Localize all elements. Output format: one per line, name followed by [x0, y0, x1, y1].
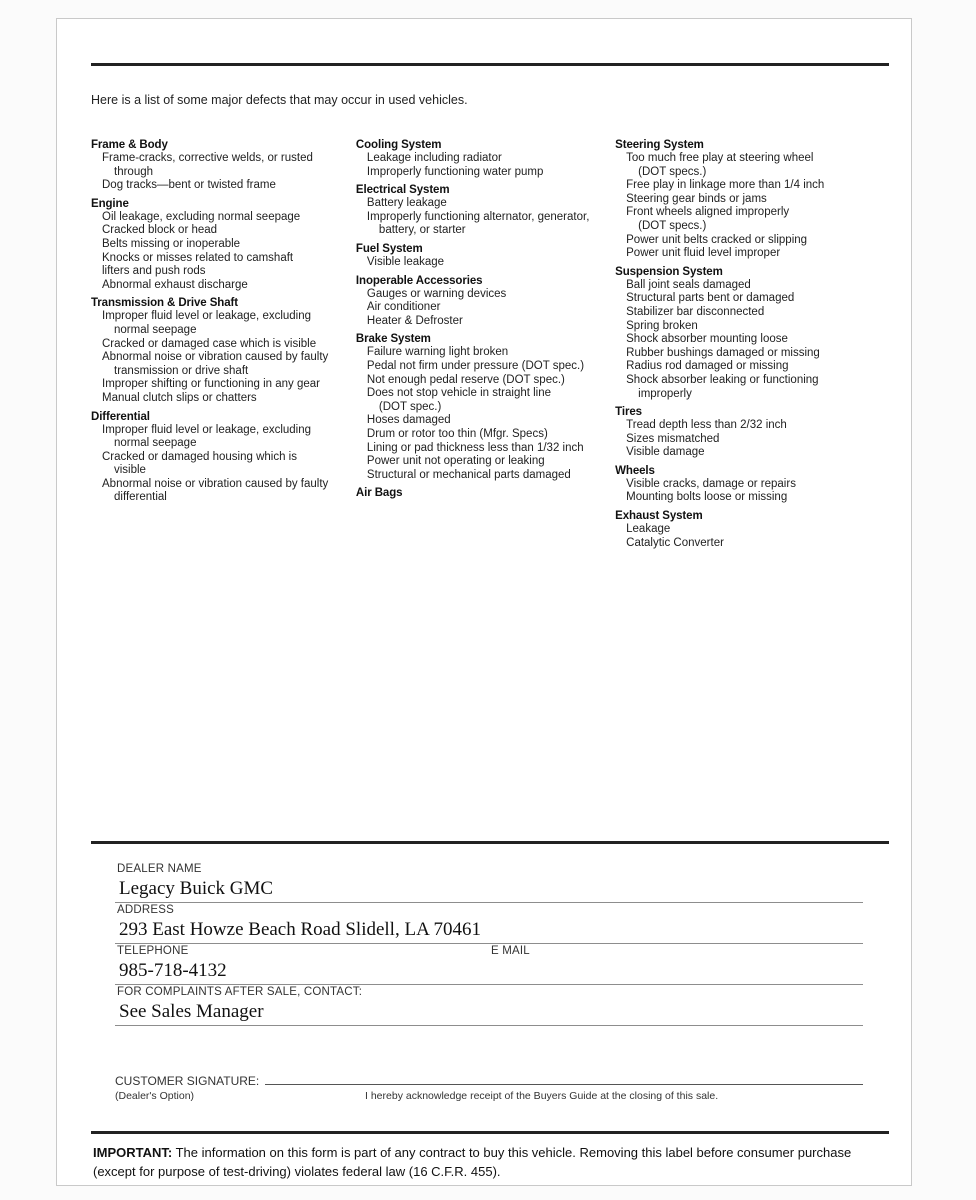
- defect-item: [356, 166, 605, 180]
- defect-group-title: Differential: [91, 410, 150, 423]
- dealer-name-label: DEALER NAME: [117, 863, 202, 875]
- defect-item-text: Stabilizer bar disconnected: [626, 305, 765, 318]
- defect-item-text: Cracked or damaged housing which is: [102, 450, 297, 463]
- defect-item-text: Visible leakage: [366, 255, 445, 268]
- defect-group-title: Steering System: [615, 139, 704, 151]
- defect-list: [356, 152, 605, 179]
- defect-item-text: Hoses damaged: [366, 414, 451, 427]
- defect-item-text: Frame-cracks, corrective welds, or rusted: [102, 152, 313, 164]
- important-heading: IMPORTANT:: [93, 1145, 173, 1160]
- defect-list: [356, 346, 605, 482]
- defect-item: [91, 179, 346, 193]
- defect-item: [615, 478, 891, 492]
- defect-item-text: Steering gear binds or jams: [626, 192, 767, 205]
- defect-group: [615, 465, 891, 505]
- defect-item: [615, 374, 891, 401]
- defect-item-text: Power unit fluid level improper: [626, 247, 781, 260]
- defect-item-text: Leakage including radiator: [366, 152, 502, 164]
- defect-group-title: Electrical System: [355, 184, 450, 197]
- defect-item-text: Drum or rotor too thin (Mfgr. Specs): [366, 427, 548, 440]
- important-text: The information on this form is part of any contract to buy this vehicle. Removing this label before consumer purchase (except for purpose of test-driving) violates federal law (16 C.F.R. 455).: [93, 1145, 852, 1179]
- defect-list: [356, 256, 605, 270]
- dealer-telephone-label: TELEPHONE: [117, 945, 189, 957]
- defect-list: [615, 279, 891, 401]
- defect-group-title: Inoperable Accessories: [355, 274, 483, 287]
- important-notice: [93, 1143, 881, 1181]
- defect-item: [91, 211, 346, 225]
- defect-item: [615, 419, 891, 433]
- defect-item: [615, 320, 891, 334]
- signature-rule[interactable]: [265, 1074, 863, 1085]
- defect-item-text: Abnormal noise or vibration caused by faulty: [102, 351, 329, 364]
- defect-item-text: Dog tracks—bent or twisted frame: [102, 179, 276, 192]
- defect-item-text: Cracked block or head: [102, 224, 218, 237]
- defect-item: [615, 206, 891, 233]
- defect-item-continuation: transmission or drive shaft: [114, 364, 249, 377]
- defect-item-text: Improper fluid level or leakage, excluding: [102, 310, 312, 323]
- defect-item-text: Free play in linkage more than 1/4 inch: [626, 179, 825, 192]
- defect-item-text: Front wheels aligned improperly: [626, 206, 790, 219]
- defect-item-text: Failure warning light broken: [366, 346, 509, 359]
- defect-group: [615, 406, 891, 460]
- defect-item: [91, 392, 346, 406]
- defect-item: [356, 256, 605, 270]
- defect-item: [615, 179, 891, 193]
- defect-list: [615, 419, 891, 460]
- defect-item-continuation: through: [114, 165, 154, 178]
- dealer-name-field[interactable]: [115, 862, 863, 903]
- defect-list: [615, 152, 891, 261]
- dealer-telephone-field[interactable]: [115, 944, 489, 985]
- defect-item: [615, 433, 891, 447]
- dealer-address-field[interactable]: [115, 903, 863, 944]
- defect-item-text: Manual clutch slips or chatters: [102, 391, 257, 404]
- defect-item-text: Improperly functioning water pump: [366, 165, 544, 178]
- defect-item: [615, 537, 891, 551]
- defect-item-text: Gauges or warning devices: [366, 287, 507, 300]
- defects-column-2: [356, 139, 615, 555]
- defect-item: [91, 238, 346, 252]
- defects-columns: [91, 139, 891, 555]
- signature-line[interactable]: [115, 1074, 863, 1088]
- defect-group: [91, 198, 346, 293]
- defect-item-text: Rubber bushings damaged or missing: [626, 346, 820, 359]
- defect-group-title: Suspension System: [615, 265, 723, 278]
- defect-item-continuation: (DOT specs.): [638, 165, 707, 178]
- defect-list: [356, 197, 605, 238]
- defect-item: [356, 346, 605, 360]
- acknowledgement-note: I hereby acknowledge receipt of the Buyers Guide at the closing of this sale.: [365, 1090, 719, 1102]
- defect-item-text: Leakage: [626, 523, 671, 536]
- defect-item: [615, 152, 891, 179]
- dealer-option-note: (Dealer's Option): [115, 1090, 195, 1102]
- defect-item-continuation: differential: [114, 491, 167, 504]
- defect-list: [91, 211, 346, 293]
- defect-item-text: Oil leakage, excluding normal seepage: [102, 210, 301, 223]
- defect-item-text: Does not stop vehicle in straight line: [366, 387, 552, 400]
- defect-item: [615, 234, 891, 248]
- defect-item-text: Sizes mismatched: [626, 432, 720, 445]
- defect-item-text: Belts missing or inoperable: [102, 237, 241, 250]
- defect-item-continuation: normal seepage: [114, 323, 197, 336]
- defect-item: [91, 424, 346, 451]
- defect-item-text: Structural parts bent or damaged: [626, 292, 795, 305]
- defect-item: [615, 292, 891, 306]
- defect-item: [91, 279, 346, 293]
- defect-list: [91, 310, 346, 405]
- defect-group: [91, 139, 346, 193]
- defect-item-text: Power unit belts cracked or slipping: [626, 233, 808, 246]
- defect-item: [356, 360, 605, 374]
- complaints-contact-label: FOR COMPLAINTS AFTER SALE, CONTACT:: [117, 986, 363, 998]
- defect-item: [91, 451, 346, 478]
- defects-column-3: [615, 139, 891, 555]
- telephone-email-row: [115, 944, 863, 985]
- defect-item: [91, 310, 346, 337]
- defect-item-text: Visible damage: [626, 446, 705, 459]
- defect-group: [356, 487, 605, 499]
- defect-item: [615, 523, 891, 537]
- defect-item-text: Spring broken: [626, 319, 698, 332]
- signature-subtext: [115, 1090, 863, 1102]
- defect-item-text: Structural or mechanical parts damaged: [366, 468, 571, 481]
- defect-item: [615, 306, 891, 320]
- defect-list: [91, 152, 346, 193]
- defect-list: [615, 478, 891, 505]
- defect-group-title: Cooling System: [355, 139, 442, 151]
- top-divider: [91, 63, 889, 66]
- defect-item-text: Visible cracks, damage or repairs: [626, 477, 796, 490]
- dealer-name-value: Legacy Buick GMC: [119, 878, 274, 899]
- defect-group-title: Frame & Body: [91, 139, 168, 151]
- defect-item: [356, 301, 605, 315]
- defect-item-text: Not enough pedal reserve (DOT spec.): [366, 373, 565, 386]
- bottom-divider: [91, 1131, 889, 1134]
- defect-item-text: Battery leakage: [366, 197, 447, 210]
- defect-item: [356, 442, 605, 456]
- defect-item-text: lifters and push rods: [102, 265, 206, 278]
- defect-item: [91, 478, 346, 505]
- defect-group: [615, 510, 891, 550]
- defect-item: [356, 315, 605, 329]
- defect-group: [356, 275, 605, 329]
- defect-list: [615, 523, 891, 550]
- defects-column-1: [91, 139, 356, 555]
- defect-group-title: Wheels: [615, 464, 655, 477]
- defect-item: [615, 247, 891, 261]
- defect-item: [615, 446, 891, 460]
- complaints-contact-field[interactable]: [115, 985, 863, 1026]
- defect-group: [615, 266, 891, 401]
- defect-group-title: Exhaust System: [615, 510, 703, 523]
- defect-group-title: Air Bags: [355, 487, 403, 500]
- defect-item: [356, 414, 605, 428]
- defect-item-text: Heater & Defroster: [366, 314, 463, 327]
- dealer-telephone-value: 985-718-4132: [119, 960, 227, 981]
- defect-item-text: Improperly functioning alternator, generator,: [366, 210, 590, 223]
- defect-group: [91, 411, 346, 506]
- defect-group-title: Fuel System: [355, 242, 423, 255]
- defect-item: [356, 211, 605, 238]
- defect-group: [356, 184, 605, 238]
- defect-item-continuation: (DOT specs.): [638, 219, 707, 232]
- defect-item: [615, 279, 891, 293]
- defect-item: [356, 152, 605, 166]
- defect-item: [356, 455, 605, 469]
- defect-item: [356, 288, 605, 302]
- defect-item-text: Shock absorber mounting loose: [626, 333, 788, 346]
- defect-item: [91, 378, 346, 392]
- defect-list: [356, 288, 605, 329]
- defect-item: [615, 193, 891, 207]
- complaints-contact-value: See Sales Manager: [119, 1001, 264, 1022]
- defect-group: [615, 139, 891, 261]
- defect-item: [615, 347, 891, 361]
- defect-item-text: Knocks or misses related to camshaft: [102, 251, 294, 264]
- defect-group-title: Transmission & Drive Shaft: [91, 297, 238, 310]
- defect-item-continuation: battery, or starter: [378, 224, 466, 237]
- dealer-email-label: E MAIL: [491, 945, 530, 957]
- defect-item-text: Pedal not firm under pressure (DOT spec.): [366, 359, 585, 372]
- dealer-address-value: 293 East Howze Beach Road Slidell, LA 70461: [119, 919, 481, 940]
- defect-item: [356, 428, 605, 442]
- defect-item-text: Mounting bolts loose or missing: [626, 491, 788, 504]
- defect-item-text: Too much free play at steering wheel: [626, 152, 814, 164]
- defect-item-text: Tread depth less than 2/32 inch: [626, 419, 787, 432]
- dealer-info-block: [115, 862, 863, 1026]
- defect-item: [356, 374, 605, 388]
- defect-group: [91, 297, 346, 405]
- defect-group: [356, 333, 605, 482]
- defect-item-text: Power unit not operating or leaking: [366, 455, 545, 468]
- defect-item: [615, 491, 891, 505]
- defect-item-text: Radius rod damaged or missing: [626, 360, 789, 373]
- intro-text: Here is a list of some major defects that may occur in used vehicles.: [91, 93, 468, 107]
- defect-item-continuation: visible: [114, 464, 146, 477]
- defect-group-title: Engine: [91, 197, 129, 210]
- defect-group: [356, 139, 605, 179]
- defect-item: [356, 197, 605, 211]
- defect-item: [91, 152, 346, 179]
- signature-block: [115, 1074, 863, 1102]
- defect-item-text: Catalytic Converter: [626, 536, 724, 549]
- defect-item-text: Abnormal exhaust discharge: [102, 278, 248, 291]
- defect-group-title: Brake System: [355, 333, 431, 346]
- defect-item: [91, 265, 346, 279]
- defect-item: [615, 360, 891, 374]
- defect-item-text: Air conditioner: [366, 301, 441, 314]
- defect-item-continuation: normal seepage: [114, 437, 197, 450]
- defect-item: [615, 333, 891, 347]
- defect-item: [356, 387, 605, 414]
- defect-item: [91, 252, 346, 266]
- defect-item-text: Abnormal noise or vibration caused by faulty: [102, 477, 329, 490]
- signature-label: CUSTOMER SIGNATURE:: [115, 1074, 260, 1088]
- defect-item-text: Cracked or damaged case which is visible: [102, 337, 317, 350]
- defect-item-continuation: improperly: [638, 387, 692, 400]
- defect-item: [91, 224, 346, 238]
- defect-item: [91, 351, 346, 378]
- defect-item-text: Ball joint seals damaged: [626, 278, 751, 291]
- defect-item-text: Improper fluid level or leakage, excluding: [102, 423, 312, 436]
- dealer-email-field[interactable]: [489, 944, 863, 985]
- defect-group: [356, 243, 605, 270]
- defect-group-title: Tires: [615, 406, 642, 419]
- defect-item-text: Improper shifting or functioning in any gear: [102, 378, 320, 391]
- defect-item-text: Lining or pad thickness less than 1/32 inch: [366, 441, 584, 454]
- defect-list: [91, 424, 346, 506]
- label-sheet: [56, 18, 912, 1186]
- middle-divider: [91, 841, 889, 844]
- defect-item-continuation: (DOT spec.): [378, 400, 442, 413]
- defect-item: [91, 338, 346, 352]
- defect-item-text: Shock absorber leaking or functioning: [626, 373, 819, 386]
- defect-item: [356, 469, 605, 483]
- dealer-address-label: ADDRESS: [117, 904, 174, 916]
